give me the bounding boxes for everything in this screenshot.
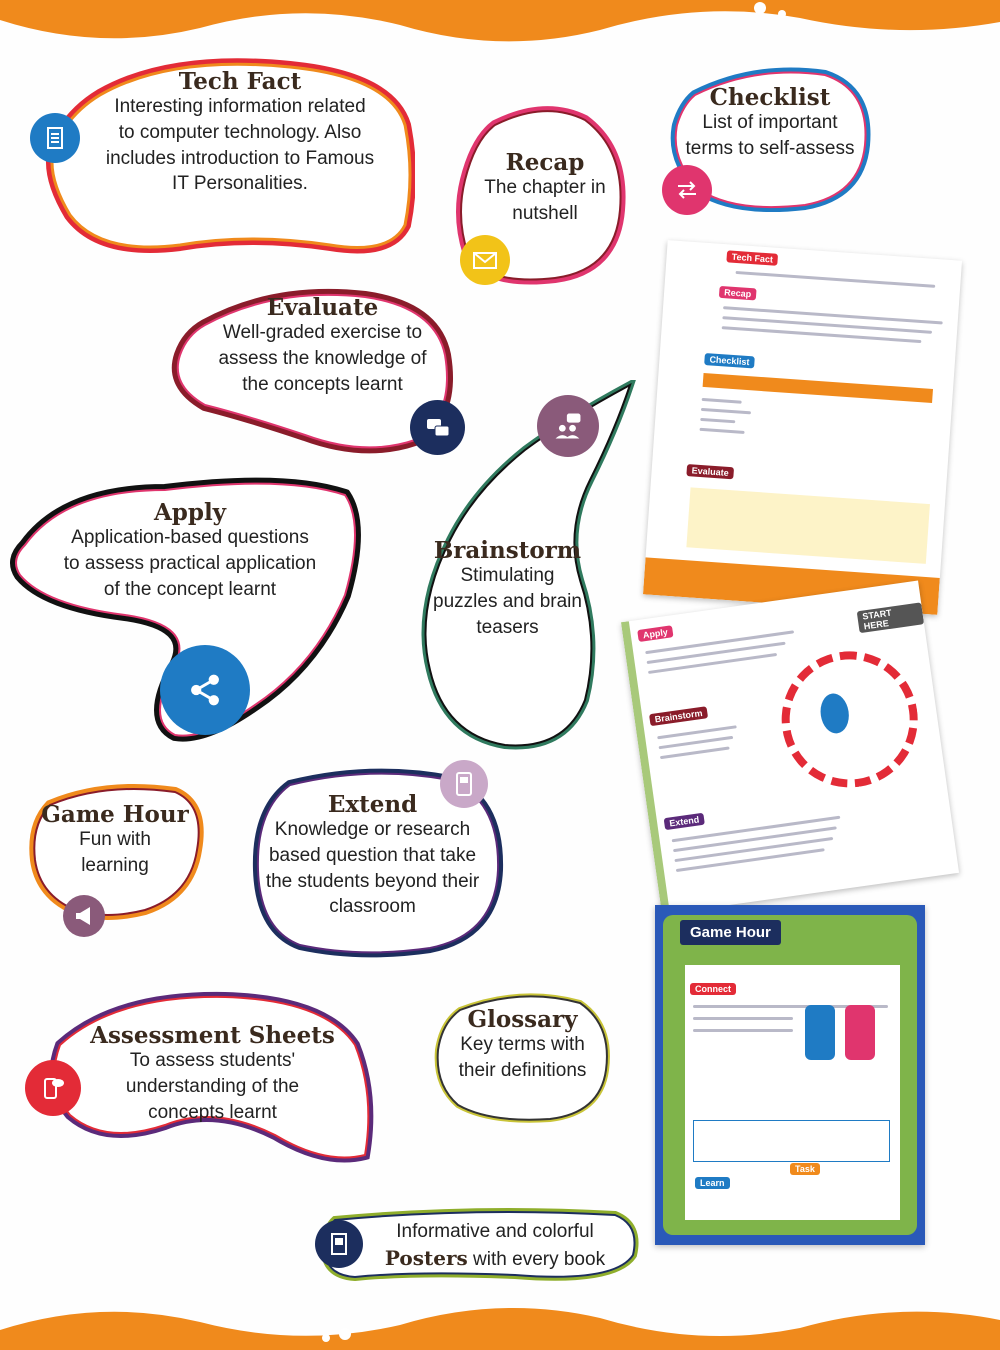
- brainstorm-desc: Stimulating puzzles and brain teasers: [433, 565, 582, 638]
- arrows-icon: [662, 165, 712, 215]
- thumb-extend-label: Extend: [664, 813, 705, 830]
- thumb-brainstorm-label: Brainstorm: [649, 706, 708, 726]
- brainstorm-title: Brainstorm: [433, 537, 582, 564]
- card-game-hour: [25, 780, 210, 940]
- evaluate-desc: Well-graded exercise to assess the knowledge of the concepts learnt: [218, 322, 427, 395]
- assessment-title: Assessment Sheets: [90, 1022, 335, 1049]
- people-chat-icon: [537, 395, 599, 457]
- evaluate-title: Evaluate: [266, 294, 379, 321]
- card-glossary: [430, 985, 615, 1130]
- card-extend: [250, 760, 510, 960]
- card-recap: [455, 100, 630, 290]
- thumb-checklist-label: Checklist: [704, 353, 755, 368]
- glossary-desc: Key terms with their definitions: [458, 1034, 587, 1081]
- thumbnail-page-1: [643, 240, 962, 615]
- card-posters: [315, 1205, 640, 1285]
- tech-fact-desc: Interesting information related to computer technology. Also includes introduction to Famous IT Personalities.: [105, 96, 375, 195]
- posters-line1: Informative and colorful: [396, 1221, 594, 1242]
- card-apply: [5, 465, 365, 750]
- share-icon: [160, 645, 250, 735]
- thumbnail-page-3: [655, 905, 925, 1245]
- glossary-title: Glossary: [467, 1006, 578, 1033]
- thumb-connect-label: Connect: [690, 983, 736, 995]
- recap-title: Recap: [505, 149, 585, 176]
- tech-fact-title: Tech Fact: [178, 68, 302, 95]
- game-hour-title: Game Hour: [41, 801, 189, 828]
- document-icon: [30, 113, 80, 163]
- posters-rest: with every book: [467, 1248, 606, 1270]
- mobile-chat-icon: [25, 1060, 81, 1116]
- checklist-title: Checklist: [709, 84, 831, 111]
- thumb-recap-label: Recap: [719, 286, 757, 301]
- extend-title: Extend: [327, 791, 418, 818]
- card-assessment-sheets: [25, 985, 380, 1170]
- thumb-task-label: Task: [790, 1163, 820, 1175]
- card-checklist: [665, 65, 875, 215]
- posters-strong: Posters: [384, 1245, 468, 1270]
- thumb-start-here-label: START HERE: [857, 602, 924, 633]
- thumb-tech-fact-label: Tech Fact: [726, 250, 778, 266]
- thumb-game-hour-title: Game Hour: [680, 920, 781, 945]
- tablet-icon: [440, 760, 488, 808]
- apply-title: Apply: [153, 499, 227, 526]
- extend-desc: Knowledge or research based question that take the students beyond their classroom: [265, 819, 480, 918]
- game-hour-desc: Fun with learning: [79, 829, 151, 876]
- bottom-orange-band: [0, 1290, 1000, 1350]
- thumb-apply-label: Apply: [637, 625, 673, 642]
- card-brainstorm: [415, 380, 640, 760]
- poster-icon: [315, 1220, 363, 1268]
- thumb-evaluate-label: Evaluate: [686, 464, 734, 479]
- apply-desc: Application-based questions to assess practical application of the concept learnt: [63, 527, 317, 600]
- thumb-learn-label: Learn: [695, 1177, 730, 1189]
- card-tech-fact: [30, 55, 415, 255]
- top-orange-band: [0, 0, 1000, 60]
- envelope-icon: [460, 235, 510, 285]
- megaphone-icon: [63, 895, 105, 937]
- thumbnail-page-2: [621, 581, 959, 915]
- recap-desc: The chapter in nutshell: [484, 177, 606, 224]
- assessment-desc: To assess students' understanding of the concepts learnt: [125, 1050, 300, 1123]
- checklist-desc: List of important terms to self-assess: [685, 112, 855, 159]
